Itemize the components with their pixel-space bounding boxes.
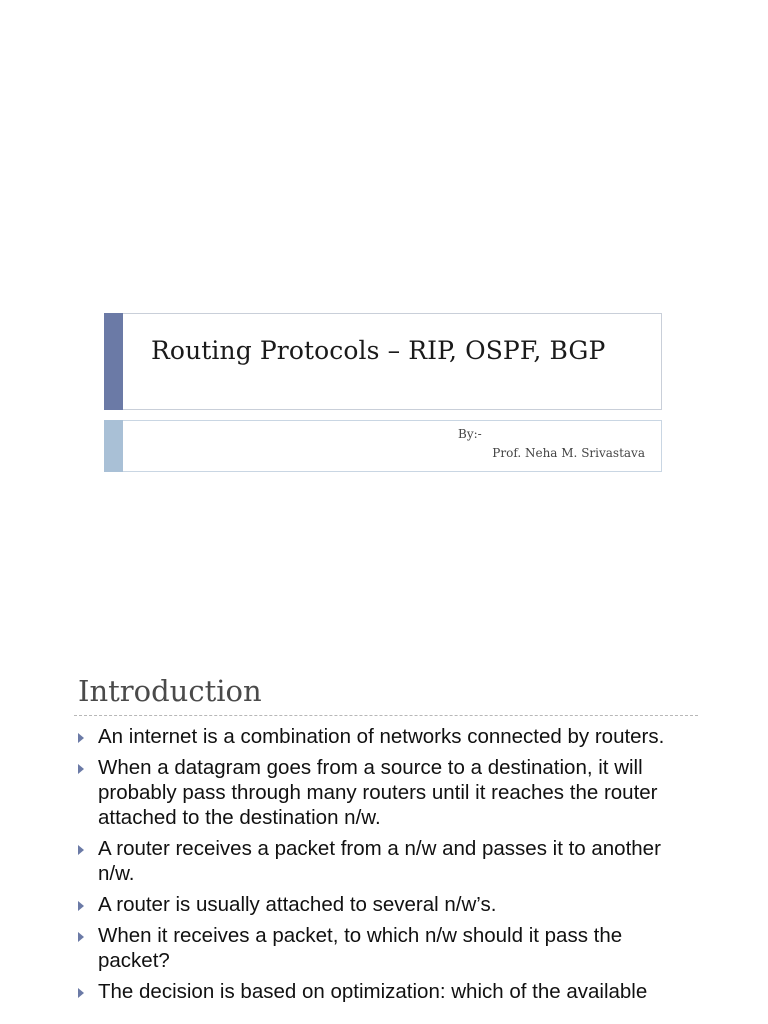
triangle-right-icon <box>78 988 84 998</box>
triangle-right-icon <box>78 845 84 855</box>
heading-divider <box>74 715 698 716</box>
bullet-item <box>78 755 698 830</box>
intro-heading: Introduction <box>78 674 262 708</box>
title-accent-bar <box>104 313 123 410</box>
author-name: Prof. Neha M. Srivastava <box>492 446 645 460</box>
bullet-item <box>78 979 698 1004</box>
bullet-item <box>78 923 698 973</box>
bullet-item <box>78 892 698 917</box>
triangle-right-icon <box>78 764 84 774</box>
bullet-list <box>78 724 698 1010</box>
bullet-text: When a datagram goes from a source to a destination, it will probably pass through many routers until it reaches the router attached to the destination n/w. <box>98 756 658 829</box>
bullet-text: The decision is based on optimization: which of the available <box>98 980 648 1003</box>
by-label: By:- <box>458 427 482 441</box>
triangle-right-icon <box>78 733 84 743</box>
bullet-item <box>78 724 698 749</box>
bullet-text: A router is usually attached to several n/w’s. <box>98 893 497 916</box>
title-box <box>104 313 662 410</box>
triangle-right-icon <box>78 901 84 911</box>
subtitle-box <box>104 420 662 472</box>
triangle-right-icon <box>78 932 84 942</box>
bullet-item <box>78 836 698 886</box>
subtitle-accent-bar <box>104 420 123 472</box>
bullet-text: An internet is a combination of networks connected by routers. <box>98 725 665 748</box>
bullet-text: A router receives a packet from a n/w and passes it to another n/w. <box>98 837 661 885</box>
slide-title: Routing Protocols – RIP, OSPF, BGP <box>151 336 606 365</box>
bullet-text: When it receives a packet, to which n/w should it pass the packet? <box>98 924 623 972</box>
